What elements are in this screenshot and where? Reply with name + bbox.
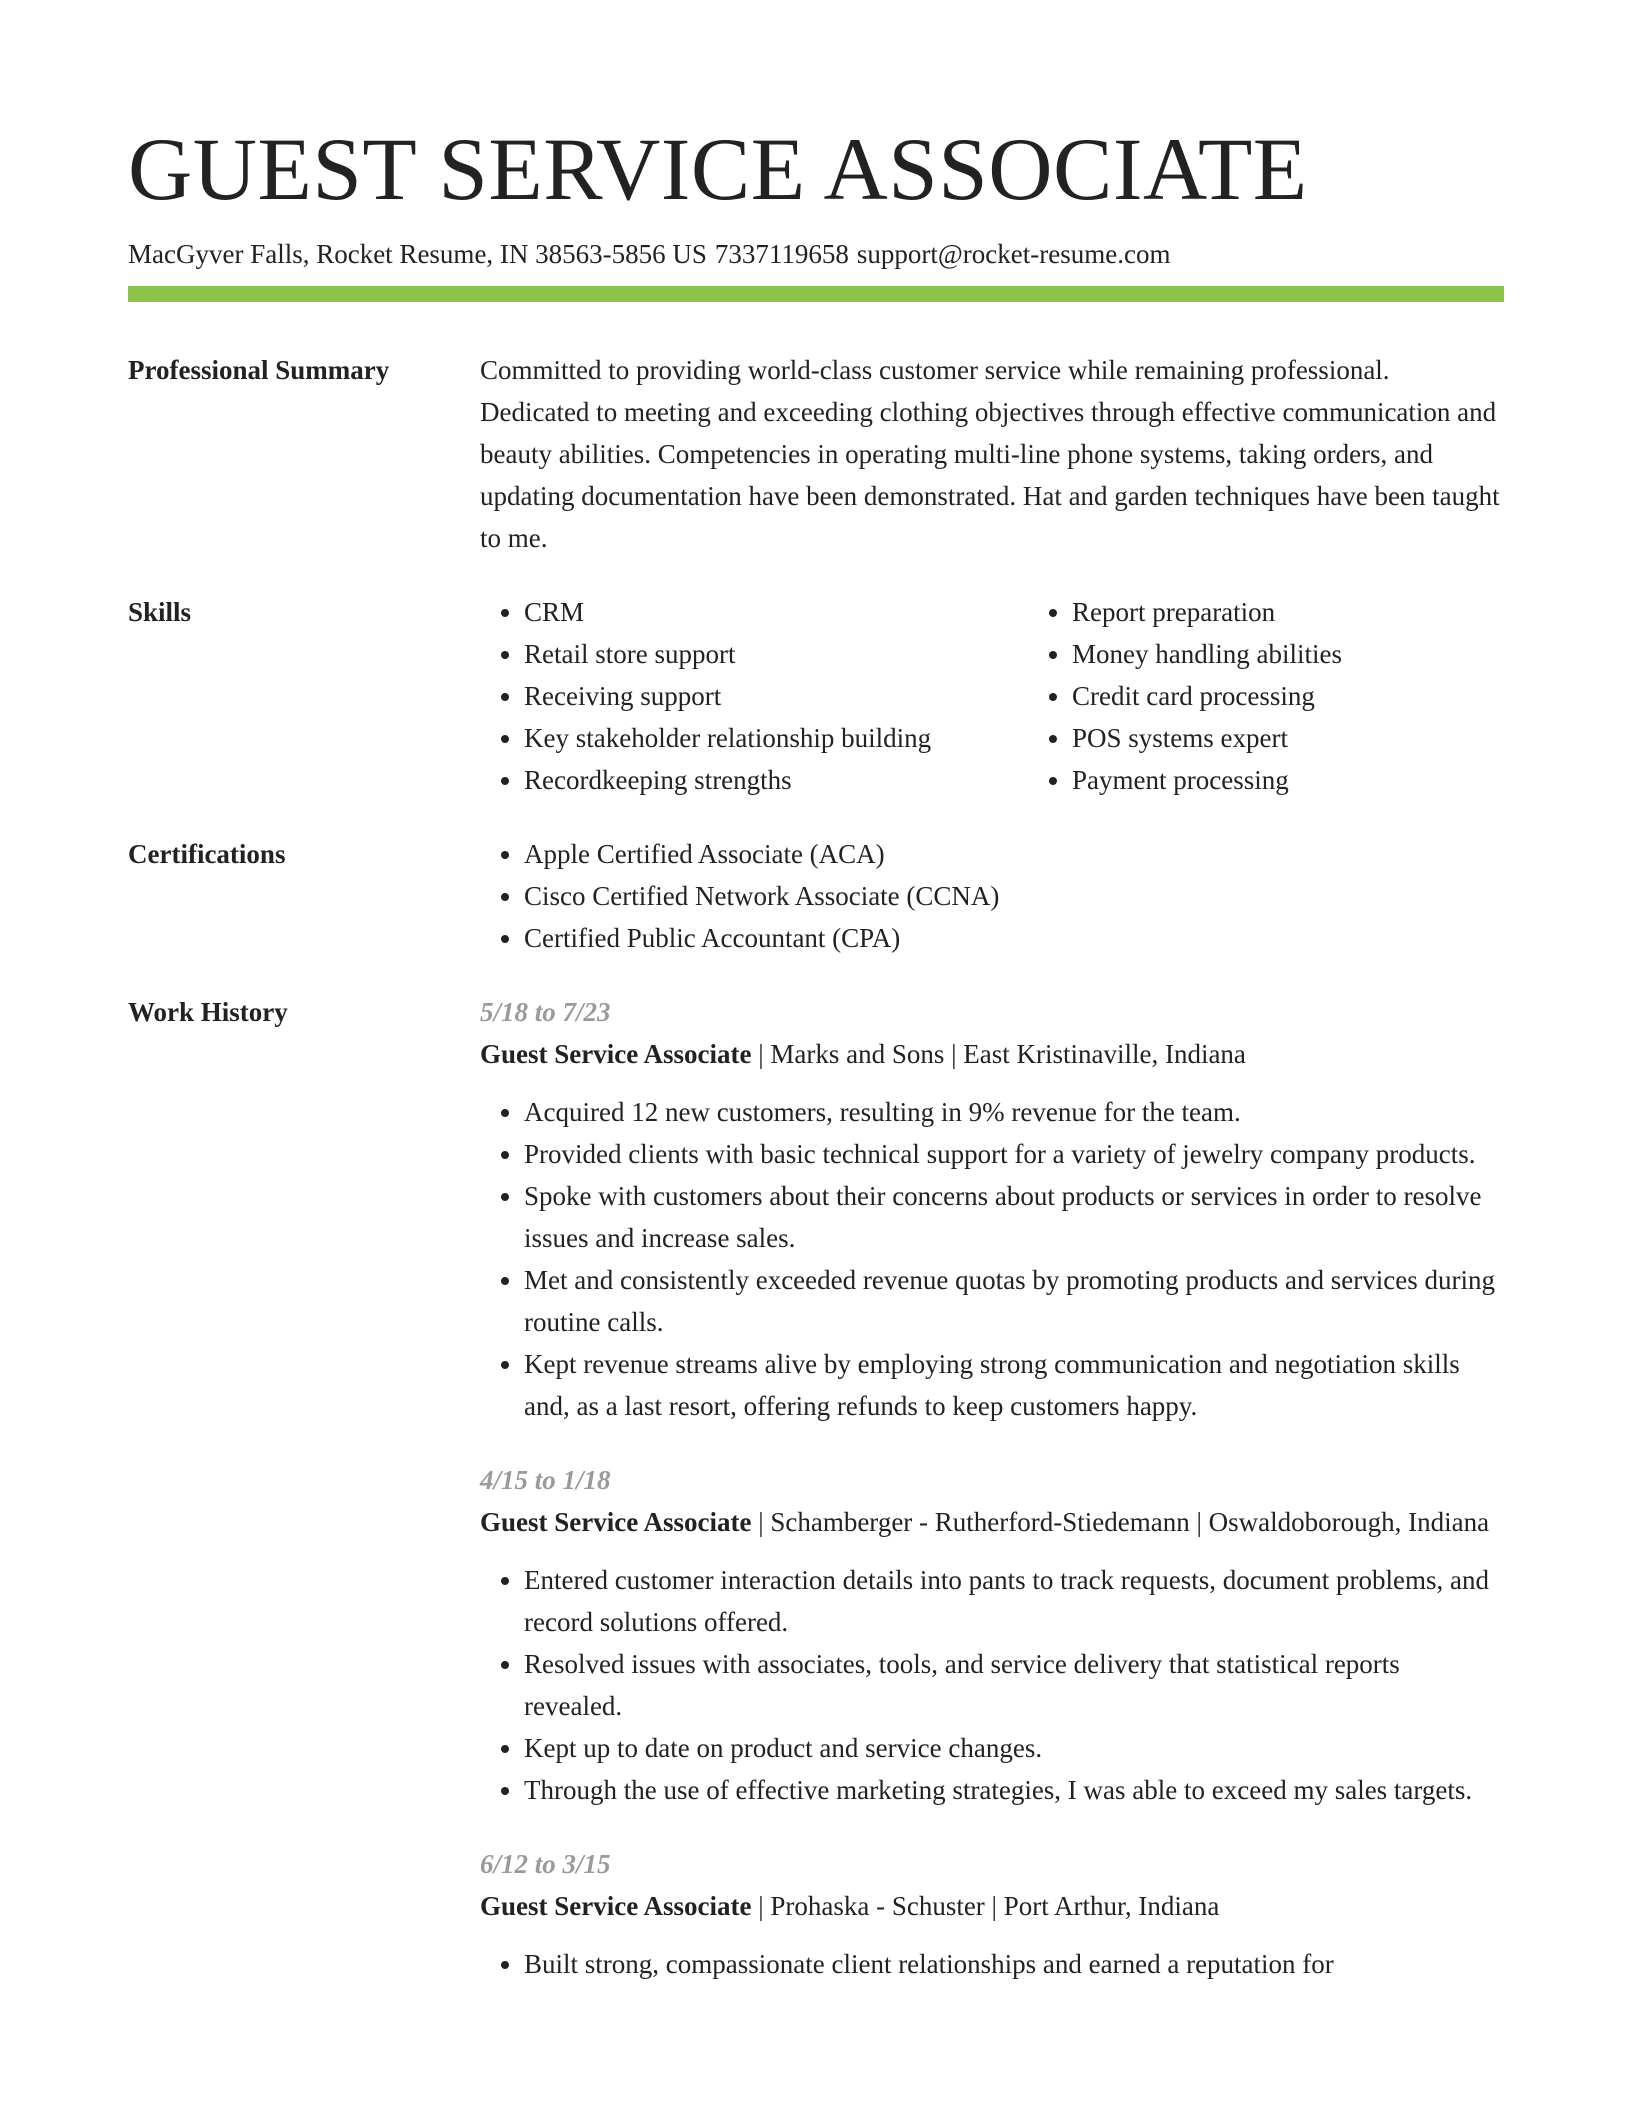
certifications-body — [480, 833, 1504, 959]
job-bullet: • Spoke with customers about their concerns about products or services in order to resolve issues and increase sales. — [524, 1175, 1504, 1259]
section-label-summary: Professional Summary — [128, 355, 390, 385]
job-entry — [480, 991, 1504, 1427]
job-heading — [480, 1501, 1504, 1543]
certifications-section — [128, 833, 1504, 959]
job-bullet: • Met and consistently exceeded revenue quotas by promoting products and services during routine calls. — [524, 1259, 1504, 1343]
section-label-skills: Skills — [128, 597, 192, 627]
job-employer-location: | Marks and Sons | East Kristinaville, Indiana — [751, 1039, 1246, 1069]
job-bullet: • Through the use of effective marketing strategies, I was able to exceed my sales targets. — [524, 1769, 1504, 1811]
job-heading — [480, 1033, 1504, 1075]
job-bullets — [480, 1943, 1504, 1985]
work-history-section — [128, 991, 1504, 2017]
job-bullet: • Acquired 12 new customers, resulting in 9% revenue for the team. — [524, 1091, 1504, 1133]
skills-section — [128, 591, 1504, 801]
work-history-body — [480, 991, 1504, 2017]
job-bullets — [480, 1559, 1504, 1811]
skill-item: • Report preparation — [1072, 591, 1342, 633]
accent-divider — [128, 286, 1504, 302]
resume-content — [128, 349, 1504, 2049]
skill-item: • Credit card processing — [1072, 675, 1342, 717]
skill-item: • Retail store support — [524, 633, 1028, 675]
skill-item: • Receiving support — [524, 675, 1028, 717]
certification-item: • Cisco Certified Network Associate (CCNA) — [524, 875, 1504, 917]
summary-body — [480, 349, 1504, 559]
section-label-certifications: Certifications — [128, 839, 286, 869]
contact-phone: 7337119658 — [714, 239, 849, 269]
job-employer-location: | Prohaska - Schuster | Port Arthur, Indiana — [751, 1891, 1220, 1921]
job-dates: 5/18 to 7/23 — [480, 997, 611, 1027]
summary-section — [128, 349, 1504, 559]
job-bullet: • Provided clients with basic technical support for a variety of jewelry company products. — [524, 1133, 1504, 1175]
job-dates: 4/15 to 1/18 — [480, 1465, 611, 1495]
job-heading — [480, 1885, 1504, 1927]
skills-column-1 — [480, 591, 1028, 801]
certification-item: • Certified Public Accountant (CPA) — [524, 917, 1504, 959]
skill-item: • Recordkeeping strengths — [524, 759, 1028, 801]
skill-item: • CRM — [524, 591, 1028, 633]
job-title: Guest Service Associate — [480, 1039, 752, 1069]
job-bullets — [480, 1091, 1504, 1427]
job-title: Guest Service Associate — [480, 1891, 752, 1921]
job-entry — [480, 1459, 1504, 1811]
contact-email: support@rocket-resume.com — [856, 239, 1171, 269]
summary-text: Committed to providing world-class customer service while remaining professional. Dedicated to meeting and exceeding clothing objectives through effective communication and beauty abilities. Competencies in operating multi-line phone systems, taking orders, and updating documentation have been demonstrated. Hat and garden techniques have been taught to me. — [480, 355, 1500, 553]
contact-address: MacGyver Falls, Rocket Resume, IN 38563-5856 US — [128, 239, 707, 269]
skill-item: • Money handling abilities — [1072, 633, 1342, 675]
resume-header — [128, 118, 1504, 270]
job-bullet: • Kept revenue streams alive by employing strong communication and negotiation skills and, as a last resort, offering refunds to keep customers happy. — [524, 1343, 1504, 1427]
skill-item: • Key stakeholder relationship building — [524, 717, 1028, 759]
job-bullet: • Resolved issues with associates, tools, and service delivery that statistical reports revealed. — [524, 1643, 1504, 1727]
job-bullet: • Built strong, compassionate client relationships and earned a reputation for — [524, 1943, 1504, 1985]
certifications-list — [480, 833, 1504, 959]
job-entry — [480, 1843, 1504, 1985]
contact-line — [128, 238, 1504, 270]
job-bullet: • Kept up to date on product and service changes. — [524, 1727, 1504, 1769]
job-bullet: • Entered customer interaction details into pants to track requests, document problems, and record solutions offered. — [524, 1559, 1504, 1643]
skill-item: • Payment processing — [1072, 759, 1342, 801]
certification-item: • Apple Certified Associate (ACA) — [524, 833, 1504, 875]
skills-column-2 — [1028, 591, 1342, 801]
skill-item: • POS systems expert — [1072, 717, 1342, 759]
job-title: Guest Service Associate — [480, 1507, 752, 1537]
page-title: GUEST SERVICE ASSOCIATE — [128, 121, 1308, 219]
job-employer-location: | Schamberger - Rutherford-Stiedemann | Oswaldoborough, Indiana — [751, 1507, 1490, 1537]
section-label-work-history: Work History — [128, 997, 288, 1027]
job-dates: 6/12 to 3/15 — [480, 1849, 611, 1879]
skills-grid — [480, 591, 1504, 801]
